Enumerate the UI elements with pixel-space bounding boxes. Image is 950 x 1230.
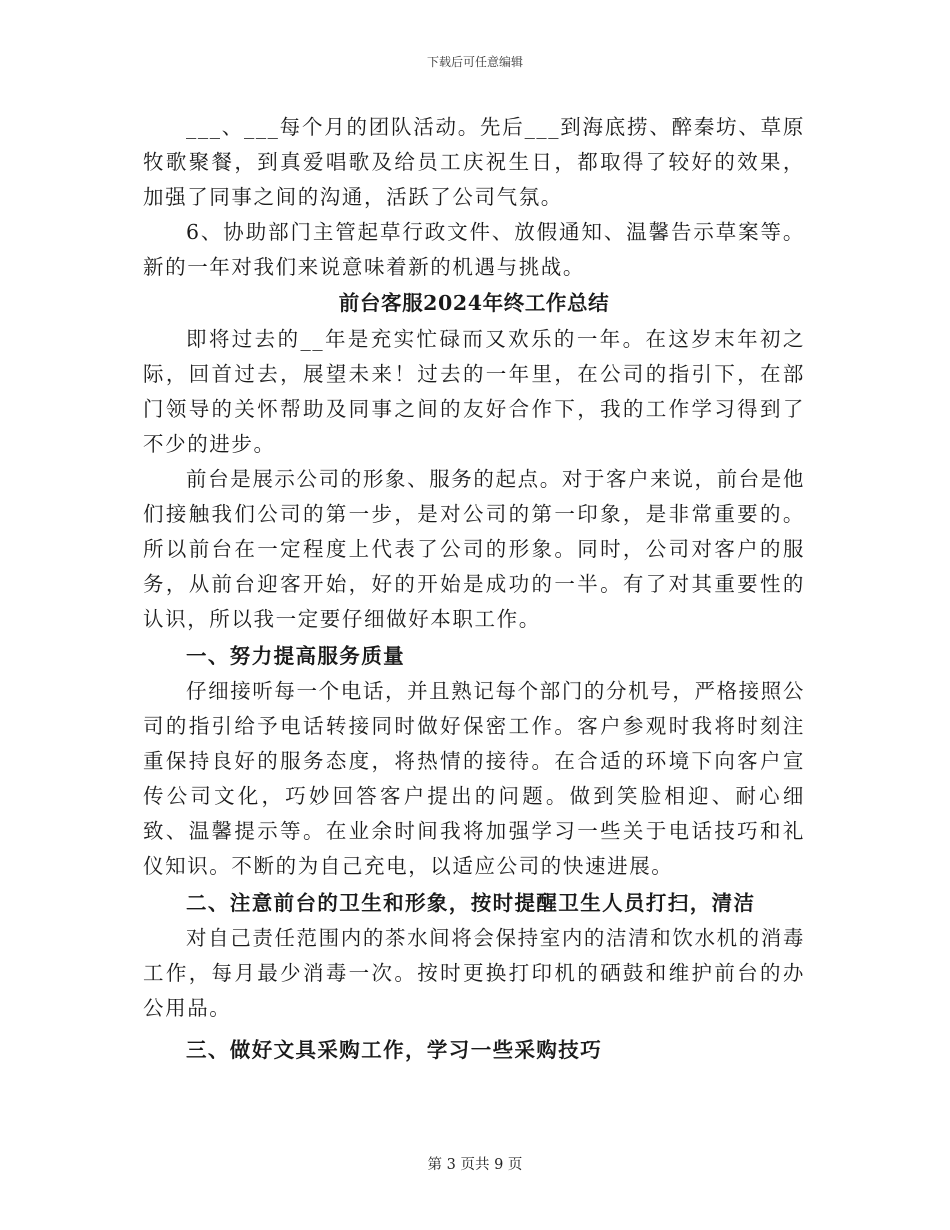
document-title: 前台客服2024年终工作总结 [338,291,610,315]
page-header-note: 下载后可任意编辑 [426,55,523,69]
heading-hygiene: 二、注意前台的卫生和形象，按时提醒卫生人员打扫，清洁 [186,891,756,915]
paragraph-front-desk-role: 前台是展示公司的形象、服务的起点。对于客户来说，前台是他们接触我们公司的第一步，是对公司的第一印象，是非常重要的。所以前台在一定程度上代表了公司的形象。同时，公司对客户的服务，从前台迎客开始，好的开始是成功的一半。有了对其重要性的认识，所以我一定要仔细做好本职工作。 [143,467,805,631]
paragraph-service-quality: 仔细接听每一个电话，并且熟记每个部门的分机号，严格接照公司的指引给予电话转接同时做好保密工作。客户参观时我将时刻注重保持良好的服务态度，将热情的接待。在合适的环境下向客户宣传公司文化，巧妙回答客户提出的问题。做到笑脸相迎、耐心细致、温馨提示等。在业余时间我将加强学习一些关于电话技巧和礼仪知识。不断的为自己充电，以适应公司的快速进展。 [143,679,805,878]
paragraph-intro: 即将过去的__年是充实忙碌而又欢乐的一年。在这岁末年初之际，回首过去，展望未来！过去的一年里，在公司的指引下，在部门领导的关怀帮助及同事之间的友好合作下，我的工作学习得到了不少的进步。 [143,327,805,456]
heading-service-quality: 一、努力提高服务质量 [186,644,405,668]
document-body [143,110,805,1068]
heading-stationery-purchasing: 三、做好文具采购工作，学习一些采购技巧 [186,1038,603,1062]
paragraph-team-activities: ___、___每个月的团队活动。先后___到海底捞、醉秦坊、草原牧歌聚餐，到真爱唱歌及给员工庆祝生日，都取得了较好的效果，加强了同事之间的沟通，活跃了公司气氛。 [143,115,805,209]
paragraph-hygiene: 对自己责任范围内的茶水间将会保持室内的洁清和饮水机的消毒工作，每月最少消毒一次。按时更换打印机的硒鼓和维护前台的办公用品。 [143,926,805,1020]
paragraph-item-6: 6、协助部门主管起草行政文件、放假通知、温馨告示草案等。新的一年对我们来说意味着新的机遇与挑战。 [143,220,805,279]
page-number: 第 3 页共 9 页 [427,1157,523,1173]
